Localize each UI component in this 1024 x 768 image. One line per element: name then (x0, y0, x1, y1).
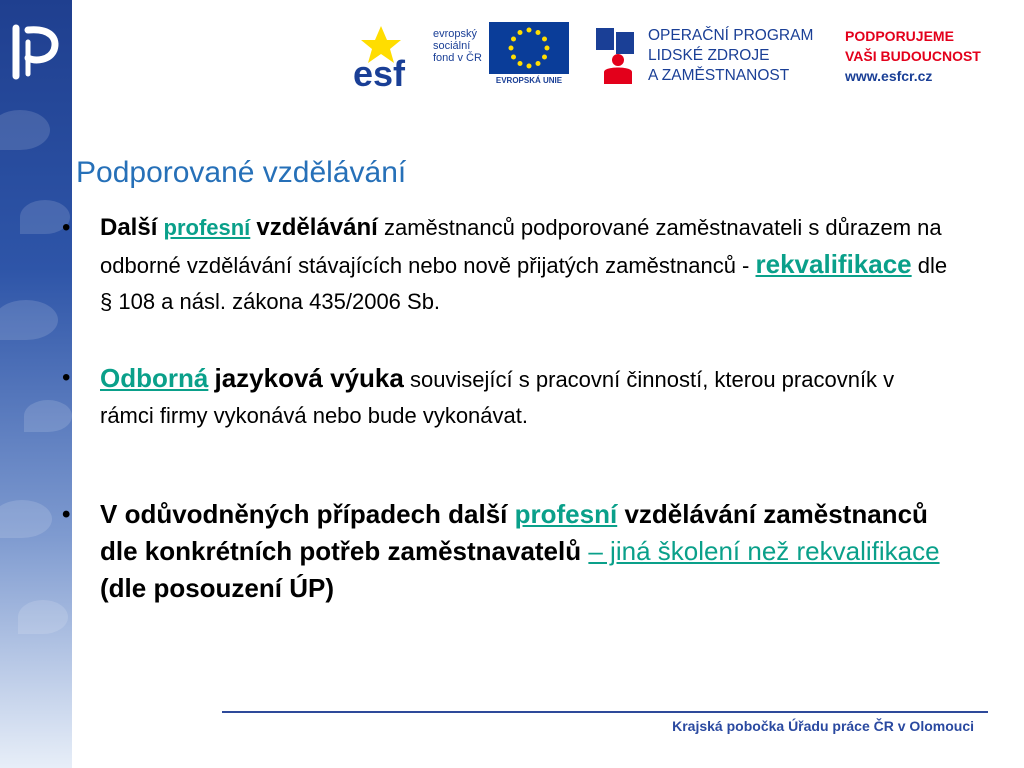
esf-wordmark-icon (351, 22, 433, 90)
footer-divider (222, 711, 988, 713)
op-line-2: LIDSKÉ ZDROJE (648, 47, 770, 64)
up-logo-icon (6, 20, 64, 82)
support-line-1: PODPORUJEME (845, 28, 954, 44)
support-url[interactable]: www.esfcr.cz (845, 68, 933, 84)
bullet3-text-2: vzdělávání zaměstnanců dle konkrétních potřeb zaměstnavatelů (100, 499, 928, 566)
op-line-3: A ZAMĚSTNANOST (648, 67, 790, 84)
eu-logo (489, 22, 569, 90)
bullet3-link-jina-skoleni[interactable]: – jiná školení než rekvalifikace (588, 536, 940, 566)
bullet-item-1 (62, 210, 952, 320)
bullet1-text-2: dle § 108 a násl. zákona 435/2006 Sb. (100, 253, 948, 314)
bullet2-lead-1: jazyková výuka (214, 363, 404, 393)
bullet3-text-3: (dle posouzení ÚP) (100, 573, 334, 603)
bullet-list (62, 210, 952, 607)
bullet3-link-profesni[interactable]: profesní (514, 499, 618, 529)
esf-line-1: evropský (433, 28, 478, 40)
bullet2-text-1: související s pracovní činností, kterou pracovník v rámci firmy vykonává nebo bude vykonávat. (100, 367, 895, 428)
op-lzz-figure-icon (592, 22, 642, 90)
bullet2-link-odborna[interactable]: Odborná (100, 363, 209, 393)
eu-caption: EVROPSKÁ UNIE (495, 76, 563, 85)
bullet-dot: • (62, 364, 71, 391)
support-line-2: VAŠI BUDOUCNOST (845, 48, 981, 64)
footer-office-name: Krajská pobočka Úřadu práce ČR v Olomouci (672, 718, 974, 734)
support-slogan (845, 26, 981, 86)
op-line-1: OPERAČNÍ PROGRAM (648, 27, 814, 44)
bullet-dot: • (62, 501, 71, 528)
bullet1-link-profesni[interactable]: profesní (163, 215, 251, 240)
bullet1-text-1: zaměstnanců podporované zaměstnavateli s důrazem na odborné vzdělávání stávajících nebo nově přijatých zaměstnanců - (100, 215, 942, 278)
esf-line-3: fond v ČR (433, 52, 482, 64)
bullet-item-2 (62, 360, 952, 434)
bullet-item-3 (62, 496, 952, 607)
esf-logo (351, 22, 486, 90)
bullet-dot: • (62, 214, 71, 241)
bullet1-lead-1: Další (100, 214, 158, 241)
eu-flag-icon (489, 22, 569, 74)
slide-title: Podporované vzdělávání (76, 156, 407, 189)
esf-line-2: sociální (433, 40, 471, 52)
bullet1-link-rekvalifikace[interactable]: rekvalifikace (755, 249, 912, 279)
bullet1-lead-2: vzdělávání (256, 214, 378, 241)
bullet3-text-1: V odůvodněných případech další (100, 499, 508, 529)
esf-wordmark: esf (353, 53, 406, 90)
op-lzz-logo (592, 22, 832, 90)
